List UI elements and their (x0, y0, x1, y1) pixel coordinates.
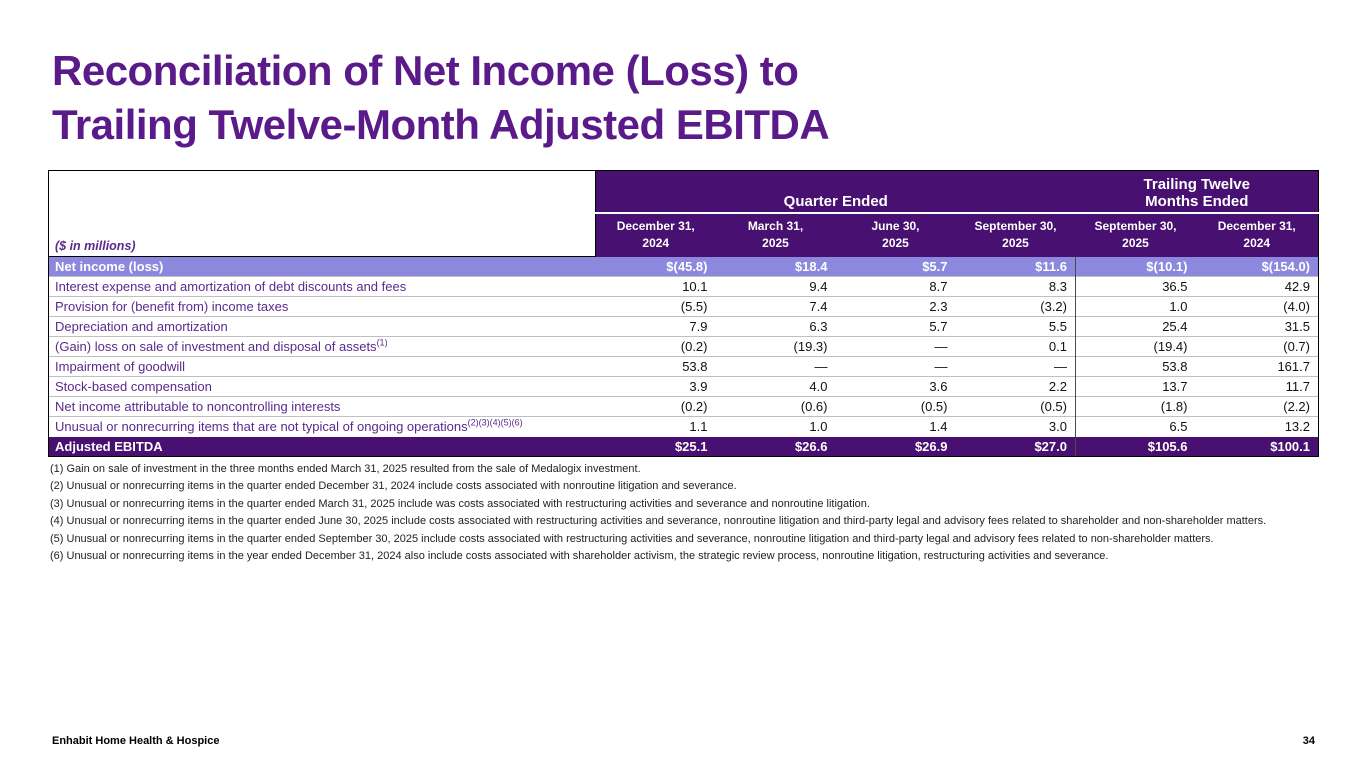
group-header-trailing-twelve: Trailing Twelve Months Ended (1076, 171, 1319, 213)
cell-value: — (836, 357, 956, 377)
cell-value: $18.4 (716, 257, 836, 277)
cell-value: $26.9 (836, 437, 956, 457)
footnote-line: (4) Unusual or nonrecurring items in the quarter ended June 30, 2025 include costs associated with restructuring activities and severance, nonroutine litigation and third-party legal and advisory fees related to shareholder and non-shareholder matters. (50, 515, 1267, 528)
column-header: December 31, 2024 (596, 213, 716, 257)
cell-value: $27.0 (956, 437, 1076, 457)
cell-value: 1.4 (836, 417, 956, 437)
cell-value: $100.1 (1196, 437, 1319, 457)
footnote-line: (3) Unusual or nonrecurring items in the quarter ended March 31, 2025 include was costs associated with restructuring activities and severance and nonroutine litigation. (50, 497, 870, 510)
cell-value: $25.1 (596, 437, 716, 457)
table-row (49, 257, 1319, 277)
cell-value: 36.5 (1076, 277, 1196, 297)
cell-value: (19.3) (716, 337, 836, 357)
table-row (49, 337, 1319, 357)
footnotes (50, 461, 1365, 565)
footnote-line: (6) Unusual or nonrecurring items in the year ended December 31, 2024 also include costs associated with shareholder activism, the strategic review process, nonroutine litigation, restructuring activities and severance. (50, 550, 1109, 563)
cell-value: $26.6 (716, 437, 836, 457)
cell-value: 31.5 (1196, 317, 1319, 337)
row-label: Net income attributable to noncontrolling interests (49, 397, 596, 417)
cell-value: (19.4) (1076, 337, 1196, 357)
cell-value: 25.4 (1076, 317, 1196, 337)
cell-value: 11.7 (1196, 377, 1319, 397)
group-header-quarter-ended: Quarter Ended (596, 171, 1076, 213)
footnote-line: (5) Unusual or nonrecurring items in the quarter ended September 30, 2025 include costs associated with restructuring activities and severance, nonroutine litigation and third-party legal and advisory fees related to non-shareholder matters. (50, 532, 1214, 545)
footer-brand: Enhabit Home Health & Hospice (52, 735, 220, 747)
cell-value: (0.5) (956, 397, 1076, 417)
row-label: Adjusted EBITDA (49, 437, 596, 457)
cell-value: 53.8 (596, 357, 716, 377)
row-label: Impairment of goodwill (49, 357, 596, 377)
table-row (49, 417, 1319, 437)
cell-value: $(45.8) (596, 257, 716, 277)
cell-value: $(10.1) (1076, 257, 1196, 277)
reconciliation-table (48, 170, 1318, 457)
cell-value: 4.0 (716, 377, 836, 397)
cell-value: 0.1 (956, 337, 1076, 357)
page-number: 34 (1302, 735, 1315, 747)
footnote-line: (2) Unusual or nonrecurring items in the quarter ended December 31, 2024 include costs associated with nonroutine litigation and severance. (50, 480, 737, 493)
row-label: (Gain) loss on sale of investment and disposal of assets$^{(1)}$ (49, 337, 596, 357)
row-label: Interest expense and amortization of debt discounts and fees (49, 277, 596, 297)
financial-table (48, 170, 1319, 457)
table-row (49, 437, 1319, 457)
footnote-line: (1) Gain on sale of investment in the three months ended March 31, 2025 resulted from the sale of Medalogix investment. (50, 463, 641, 475)
cell-value: 7.4 (716, 297, 836, 317)
cell-value: — (716, 357, 836, 377)
column-header: September 30, 2025 (956, 213, 1076, 257)
cell-value: — (836, 337, 956, 357)
column-header: September 30, 2025 (1076, 213, 1196, 257)
cell-value: (0.7) (1196, 337, 1319, 357)
cell-value: 53.8 (1076, 357, 1196, 377)
cell-value: 6.5 (1076, 417, 1196, 437)
cell-value: 5.5 (956, 317, 1076, 337)
page-title-line2: Trailing Twelve-Month Adjusted EBITDA (52, 101, 830, 148)
cell-value: 42.9 (1196, 277, 1319, 297)
table-row (49, 317, 1319, 337)
column-header: June 30, 2025 (836, 213, 956, 257)
units-cell (49, 171, 596, 257)
cell-value: (0.2) (596, 397, 716, 417)
cell-value: 6.3 (716, 317, 836, 337)
cell-value: 8.3 (956, 277, 1076, 297)
cell-value: 13.2 (1196, 417, 1319, 437)
group-header-row (49, 171, 1319, 213)
cell-value: (0.2) (596, 337, 716, 357)
cell-value: (4.0) (1196, 297, 1319, 317)
row-label: Depreciation and amortization (49, 317, 596, 337)
cell-value: $(154.0) (1196, 257, 1319, 277)
units-label: ($ in millions) (55, 239, 136, 253)
cell-value: 1.0 (716, 417, 836, 437)
cell-value: $11.6 (956, 257, 1076, 277)
cell-value: — (956, 357, 1076, 377)
row-label: Provision for (benefit from) income taxes (49, 297, 596, 317)
table-row (49, 277, 1319, 297)
page-title-line1: Reconciliation of Net Income (Loss) to (52, 47, 799, 94)
cell-value: 1.0 (1076, 297, 1196, 317)
cell-value: $105.6 (1076, 437, 1196, 457)
cell-value: 10.1 (596, 277, 716, 297)
column-header: December 31, 2024 (1196, 213, 1319, 257)
cell-value: (5.5) (596, 297, 716, 317)
cell-value: 2.3 (836, 297, 956, 317)
cell-value: 8.7 (836, 277, 956, 297)
table-row (49, 357, 1319, 377)
cell-value: 3.6 (836, 377, 956, 397)
column-header: March 31, 2025 (716, 213, 836, 257)
cell-value: 3.9 (596, 377, 716, 397)
table-row (49, 397, 1319, 417)
cell-value: 161.7 (1196, 357, 1319, 377)
cell-value: 13.7 (1076, 377, 1196, 397)
footnote-marker: (2)(3)(4)(5)(6) (467, 417, 523, 428)
cell-value: 1.1 (596, 417, 716, 437)
row-label: Stock-based compensation (49, 377, 596, 397)
row-label: Unusual or nonrecurring items that are not typical of ongoing operations$^{(2)(3)(4)(5)(6)}$ (49, 417, 596, 437)
cell-value: 9.4 (716, 277, 836, 297)
cell-value: (2.2) (1196, 397, 1319, 417)
table-row (49, 377, 1319, 397)
cell-value: 3.0 (956, 417, 1076, 437)
cell-value: (3.2) (956, 297, 1076, 317)
cell-value: 2.2 (956, 377, 1076, 397)
cell-value: 7.9 (596, 317, 716, 337)
row-label: Net income (loss) (49, 257, 596, 277)
table-row (49, 297, 1319, 317)
cell-value: $5.7 (836, 257, 956, 277)
cell-value: 5.7 (836, 317, 956, 337)
footnote-marker: (1) (376, 337, 388, 348)
cell-value: (1.8) (1076, 397, 1196, 417)
page-title (52, 44, 829, 152)
cell-value: (0.5) (836, 397, 956, 417)
cell-value: (0.6) (716, 397, 836, 417)
